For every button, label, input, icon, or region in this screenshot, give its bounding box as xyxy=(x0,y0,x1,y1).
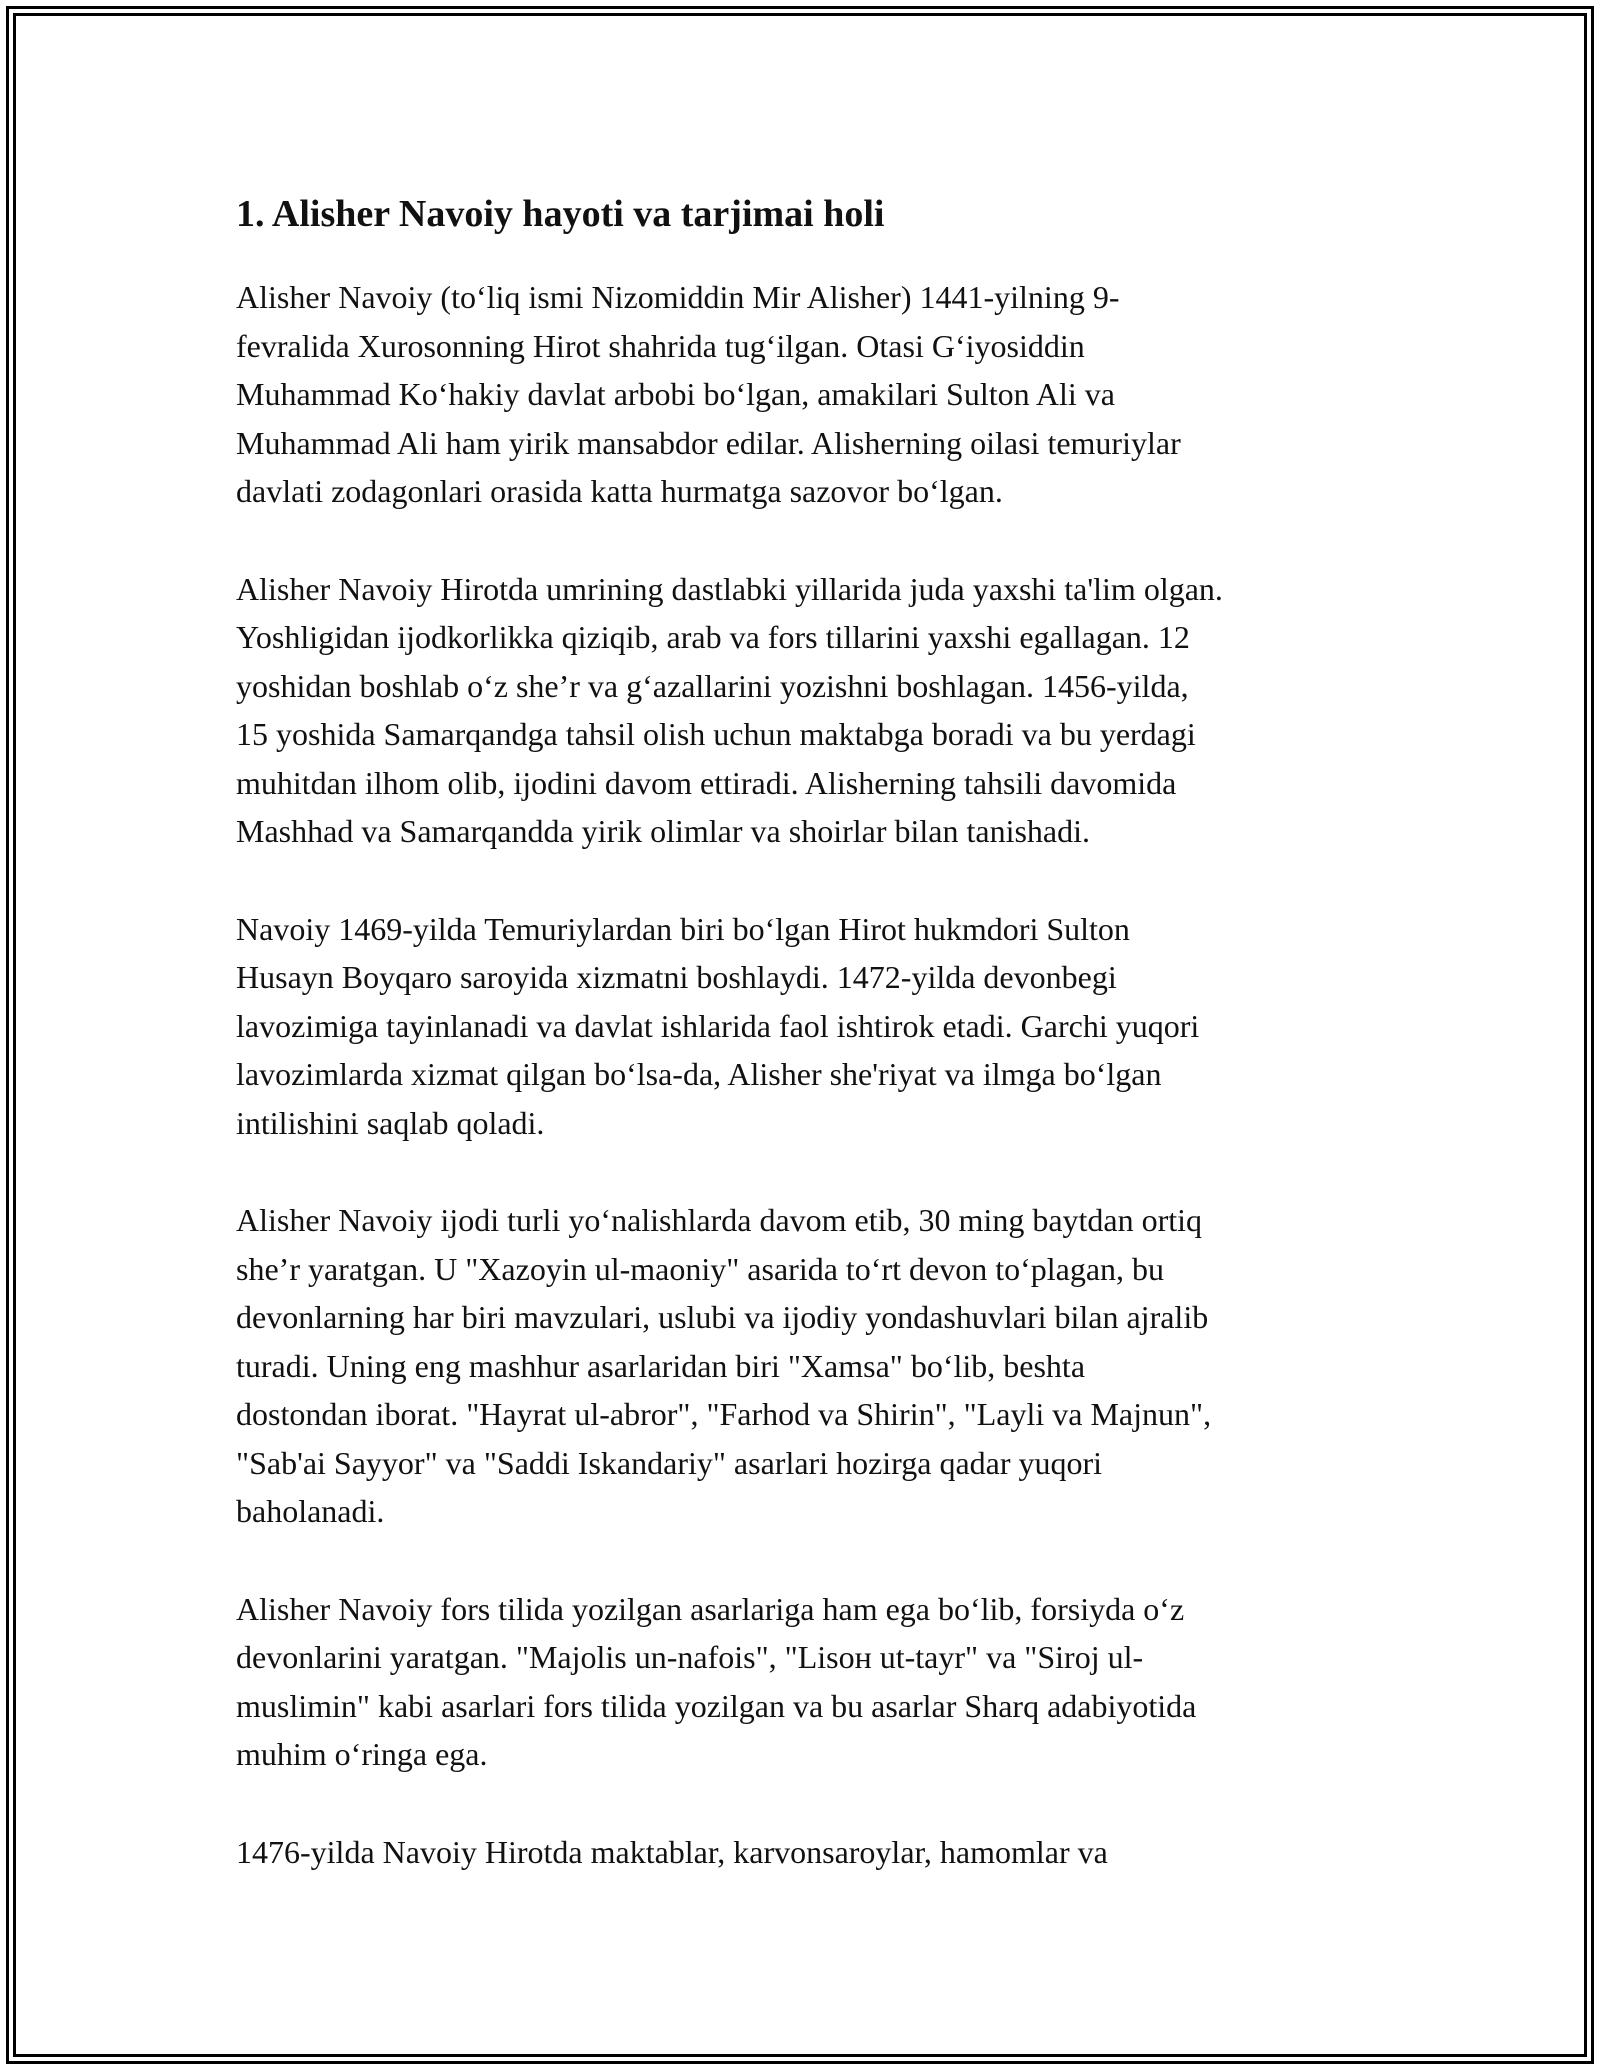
paragraph-6 xyxy=(236,1828,1376,1877)
text-line: Yoshligidan ijodkorlikka qiziqib, arab va fors tillarini yaxshi egallagan. 12 xyxy=(236,619,1190,655)
text-line: she’r yaratgan. U "Xazoyin ul-maoniy" asarida to‘rt devon to‘plagan, bu xyxy=(236,1250,1165,1287)
text-line: 1476-yilda Navoiy Hirotda maktablar, karvonsaroylar, hamomlar va xyxy=(236,1833,1108,1870)
text-line: "Sab'ai Sayyor" va "Saddi Iskandariy" asarlari hozirga qadar yuqori xyxy=(236,1444,1103,1481)
text-line: Muhammad Ko‘hakiy davlat arbobi bo‘lgan, amakilari Sulton Ali va xyxy=(236,376,1115,412)
text-line: turadi. Uning eng mashhur asarlaridan biri "Xamsa" bo‘lib, beshta xyxy=(236,1347,1086,1384)
paragraph-3 xyxy=(236,905,1376,1148)
text-line: fevralida Xurosonning Hirot shahrida tug‘ilgan. Otasi G‘iyosiddin xyxy=(236,327,1085,364)
text-line: yoshidan boshlab o‘z she’r va g‘azallarini yozishni boshlagan. 1456-yilda, xyxy=(236,667,1189,704)
text-line: 15 yoshida Samarqandga tahsil olish uchun maktabga boradi va bu yerdagi xyxy=(236,716,1196,752)
text-line: lavozimlarda xizmat qilgan bo‘lsa-da, Alisher she'riyat va ilmga bo‘lgan xyxy=(236,1056,1162,1092)
text-line: Alisher Navoiy fors tilida yozilgan asarlariga ham ega bo‘lib, forsiyda o‘z xyxy=(236,1590,1185,1627)
text-line: Alisher Navoiy ijodi turli yo‘nalishlarda davom etib, 30 ming baytdan ortiq xyxy=(236,1202,1203,1238)
text-line: Muhammad Ali ham yirik mansabdor edilar. Alisherning oilasi temuriylar xyxy=(236,424,1181,461)
paragraph-1 xyxy=(236,273,1376,516)
document-body xyxy=(236,185,1376,1925)
text-line: davlati zodagonlari orasida katta hurmatga sazovor bo‘lgan. xyxy=(236,473,1003,509)
text-line: Alisher Navoiy Hirotda umrining dastlabki yillarida juda yaxshi ta'lim olgan. xyxy=(236,570,1223,607)
paragraph-5 xyxy=(236,1585,1376,1779)
document-title: 1. Alisher Navoiy hayoti va tarjimai holi xyxy=(236,193,885,235)
text-line: Mashhad va Samarqandda yirik olimlar va shoirlar bilan tanishadi. xyxy=(236,813,1090,849)
text-line: Navoiy 1469-yilda Temuriylardan biri bo‘lgan Hirot hukmdori Sulton xyxy=(236,910,1130,947)
text-line: dostondan iborat. "Hayrat ul-abror", "Farhod va Shirin", "Layli va Majnun", xyxy=(236,1396,1212,1432)
text-line: baholanadi. xyxy=(236,1493,385,1529)
text-line: muhitdan ilhom olib, ijodini davom ettiradi. Alisherning tahsili davomida xyxy=(236,764,1177,801)
text-line: lavozimiga tayinlanadi va davlat ishlarida faol ishtirok etadi. Garchi yuqori xyxy=(236,1007,1200,1044)
paragraph-4 xyxy=(236,1196,1376,1536)
text-line: Husayn Boyqaro saroyida xizmatni boshlaydi. 1472-yilda devonbegi xyxy=(236,959,1117,995)
text-line: devonlarini yaratgan. "Majolis un-nafois", "Lisoн ut-tayr" va "Siroj ul- xyxy=(236,1639,1144,1675)
text-line: muslimin" kabi asarlari fors tilida yozilgan va bu asarlar Sharq adabiyotida xyxy=(236,1687,1197,1724)
paragraph-2 xyxy=(236,565,1376,856)
text-line: devonlarning har biri mavzulari, uslubi va ijodiy yondashuvlari bilan ajralib xyxy=(236,1299,1209,1335)
text-line: intilishini saqlab qoladi. xyxy=(236,1104,545,1141)
text-line: Alisher Navoiy (to‘liq ismi Nizomiddin Mir Alisher) 1441-yilning 9- xyxy=(236,279,1120,315)
text-line: muhim o‘ringa ega. xyxy=(236,1736,488,1772)
